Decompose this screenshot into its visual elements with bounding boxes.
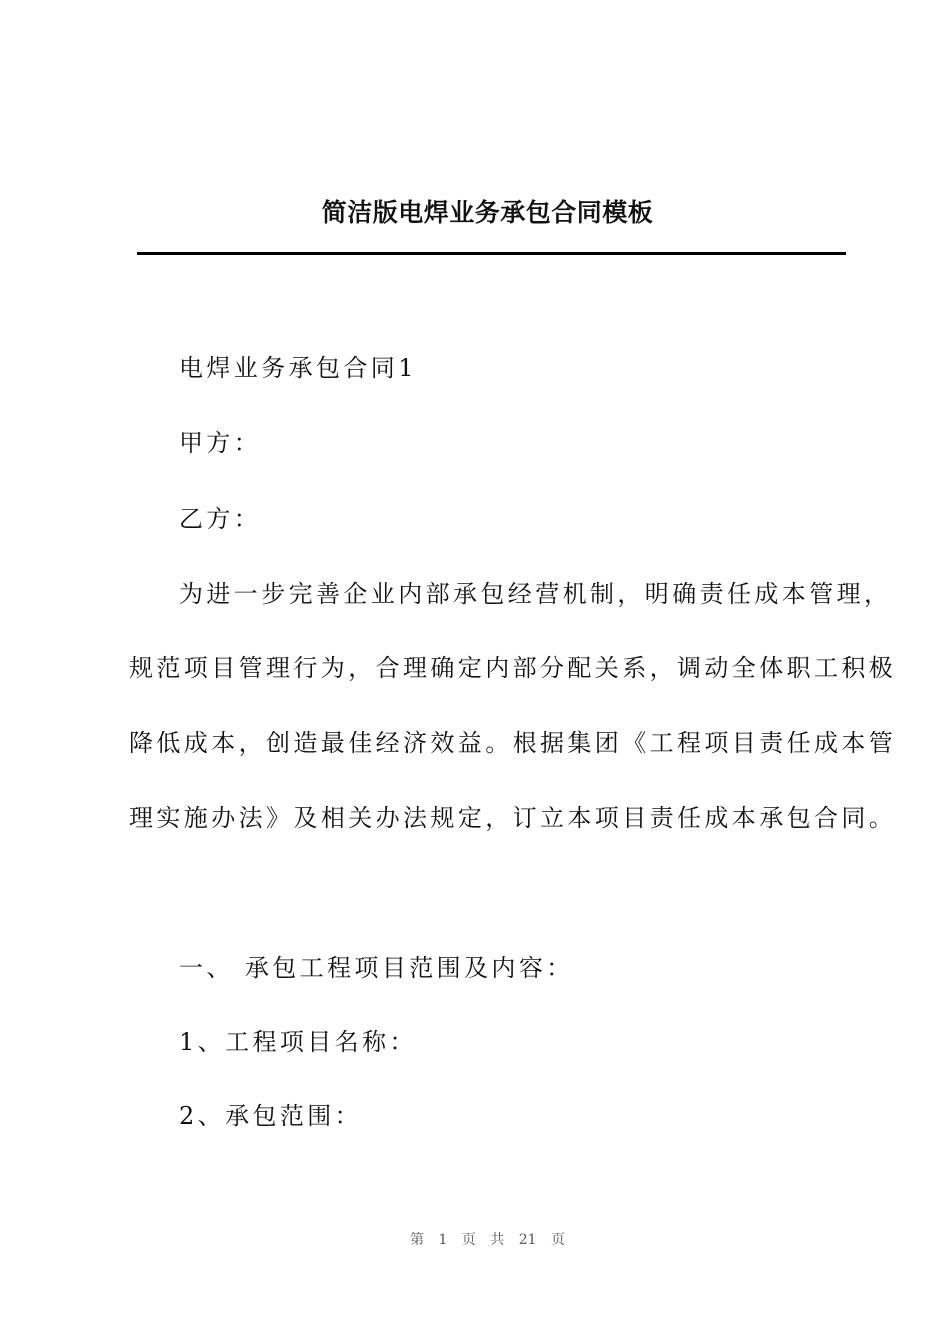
paragraph-line: 为进一步完善企业内部承包经营机制，明确责任成本管理，	[179, 580, 892, 608]
paragraph-line: 降低成本，创造最佳经济效益。根据集团《工程项目责任成本管	[129, 729, 897, 757]
list-item: 1、工程项目名称：	[179, 1028, 417, 1056]
list-item: 2、承包范围：	[179, 1102, 363, 1130]
document-title: 简洁版电焊业务承包合同模板	[321, 198, 654, 227]
paragraph-line: 理实施办法》及相关办法规定，订立本项目责任成本承包合同。	[129, 804, 897, 832]
paragraph-line: 规范项目管理行为，合理确定内部分配关系，调动全体职工积极	[129, 654, 897, 682]
section-heading: 一、 承包工程项目范围及内容：	[179, 954, 574, 982]
party-b-line: 乙方：	[179, 505, 262, 533]
party-a-line: 甲方：	[179, 429, 262, 457]
page-number-footer: 第 1 页 共 21 页	[410, 1232, 565, 1248]
contract-heading: 电焊业务承包合同1	[179, 354, 417, 382]
title-underline	[137, 252, 846, 255]
